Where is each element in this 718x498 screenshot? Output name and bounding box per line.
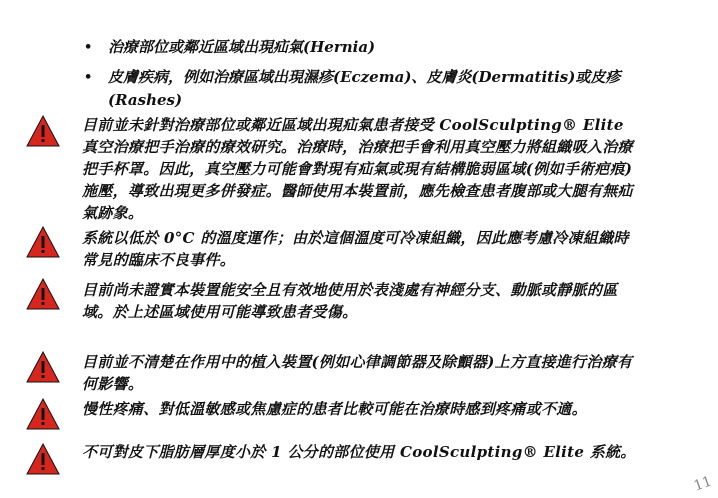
page-number: 11 — [691, 473, 715, 495]
bullet-item — [84, 36, 648, 59]
warning-triangle-icon — [26, 226, 60, 258]
warning-triangle-icon — [26, 115, 60, 147]
bullet-dot: • — [84, 40, 93, 55]
warning-text: 目前尚未證實本裝置能安全且有效地使用於表淺處有神經分支、動脈或靜脈的區域。於上述區域使用可能導致患者受傷。 — [82, 281, 618, 321]
warning-text: 慢性疼痛、對低溫敏感或焦慮症的患者比較可能在治療時感到疼痛或不適。 — [82, 400, 587, 418]
bullet-item — [84, 66, 648, 112]
warning-triangle-icon — [26, 351, 60, 383]
bullet-dot: • — [84, 70, 93, 85]
bullet-text: 皮膚疾病，例如治療區域出現濕疹(Eczema)、皮膚炎(Dermatitis)或皮疹(Rashes) — [108, 68, 621, 109]
warning-triangle-icon — [26, 278, 60, 310]
warning-triangle-icon — [26, 398, 60, 430]
warning-text: 目前並未針對治療部位或鄰近區域出現疝氣患者接受 CoolSculpting® Elite 真空治療把手治療的療效研究。治療時，治療把手會利用真空壓力將組織吸入治療把手杯罩。因此，真空壓力可能會對現有疝氣或現有結構脆弱區域(例如手術疤痕)施壓，導致出現更多併發症。醫師使用本裝置前，應先檢查患者腹部或大腿有無疝氣跡象。 — [82, 116, 633, 222]
warning-text: 目前並不清楚在作用中的植入裝置(例如心律調節器及除顫器)上方直接進行治療有何影響。 — [82, 353, 633, 393]
warning-triangle-icon — [26, 443, 60, 475]
warning-text: 系統以低於 0°C 的溫度運作；由於這個溫度可冷凍組織，因此應考慮冷凍組織時常見的臨床不良事件。 — [82, 229, 629, 269]
warning-text: 不可對皮下脂肪層厚度小於 1 公分的部位使用 CoolSculpting® Elite 系統。 — [82, 443, 636, 461]
bullet-text: 治療部位或鄰近區域出現疝氣(Hernia) — [108, 38, 376, 56]
